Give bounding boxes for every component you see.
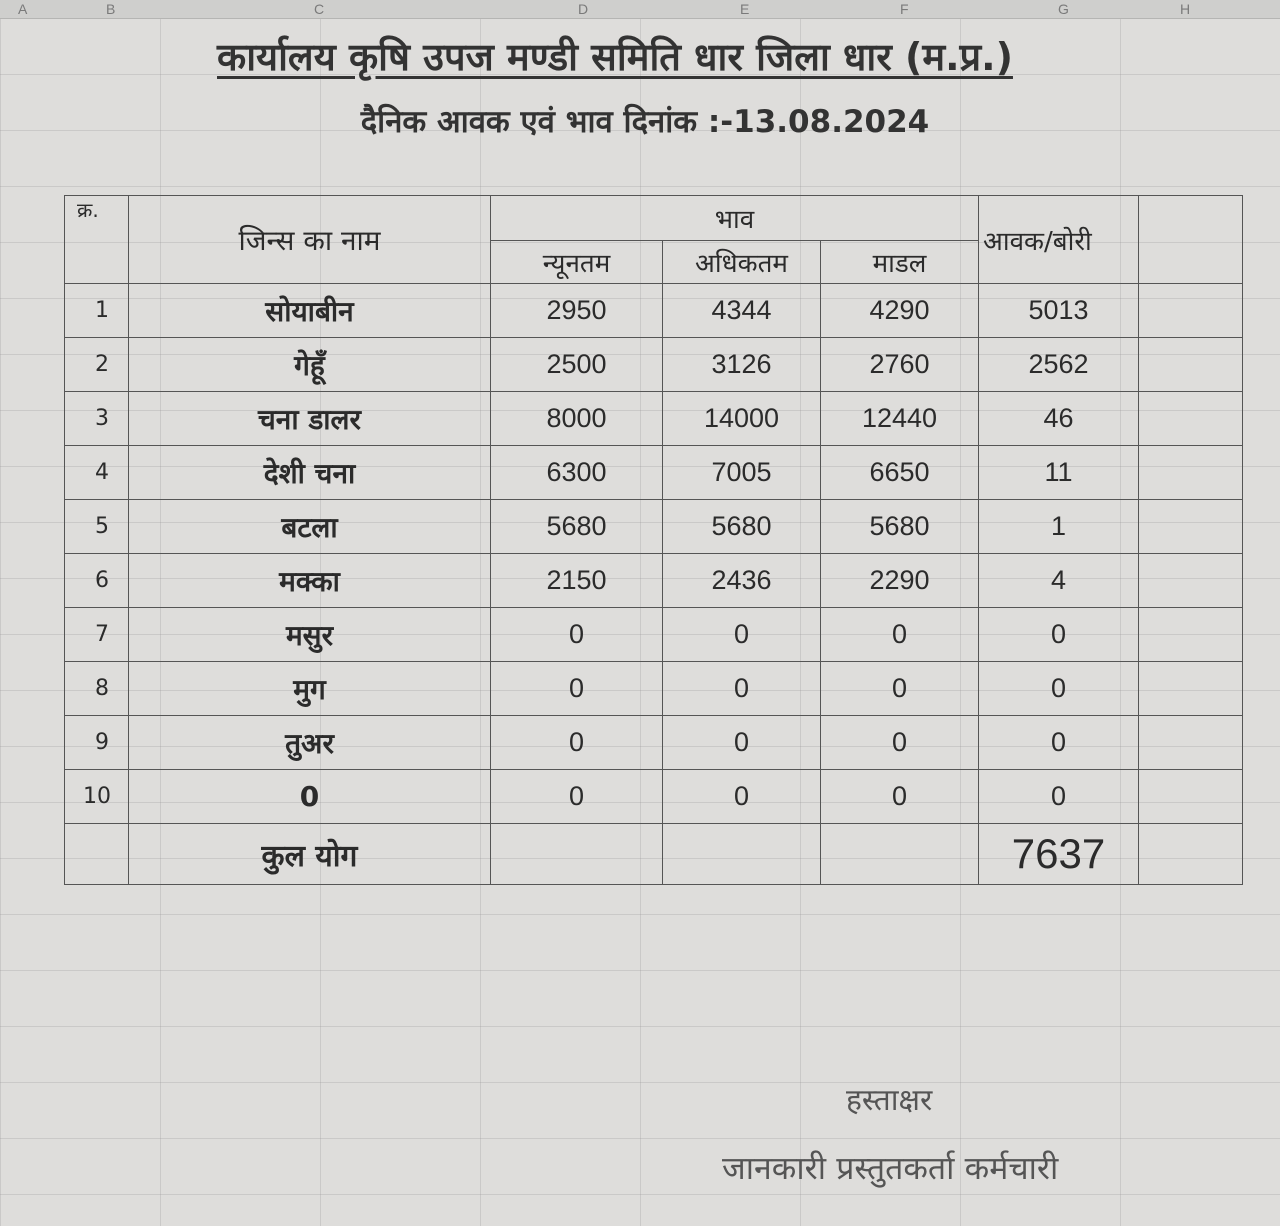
serial-cell[interactable]: 3 xyxy=(65,392,129,446)
min-price-cell[interactable]: 0 xyxy=(491,662,663,716)
arrival-cell[interactable]: 5013 xyxy=(979,284,1139,338)
serial-cell[interactable]: 4 xyxy=(65,446,129,500)
empty-cell[interactable] xyxy=(1139,662,1243,716)
column-header-e[interactable]: E xyxy=(740,1,750,17)
min-price-cell[interactable]: 2950 xyxy=(491,284,663,338)
report-subtitle: दैनिक आवक एवं भाव दिनांक :-13.08.2024 xyxy=(360,104,930,140)
header-price[interactable]: भाव xyxy=(491,196,979,241)
signature-role: जानकारी प्रस्तुतकर्ता कर्मचारी xyxy=(722,1149,1059,1187)
max-price-cell[interactable]: 7005 xyxy=(663,446,821,500)
column-header-d[interactable]: D xyxy=(578,1,589,17)
commodity-cell[interactable]: गेहूँ xyxy=(129,338,491,392)
modal-price-cell[interactable]: 2760 xyxy=(821,338,979,392)
column-header-row xyxy=(0,0,1280,19)
arrival-cell[interactable]: 46 xyxy=(979,392,1139,446)
column-header-g[interactable]: G xyxy=(1058,1,1069,17)
min-price-cell[interactable]: 8000 xyxy=(491,392,663,446)
min-price-cell[interactable]: 2150 xyxy=(491,554,663,608)
max-price-cell[interactable]: 0 xyxy=(663,662,821,716)
empty-cell[interactable] xyxy=(1139,716,1243,770)
modal-price-cell[interactable]: 0 xyxy=(821,608,979,662)
table-row xyxy=(65,554,1243,608)
commodity-cell[interactable]: मक्का xyxy=(129,554,491,608)
min-price-cell[interactable]: 6300 xyxy=(491,446,663,500)
office-title: कार्यालय कृषि उपज मण्डी समिति धार जिला धार (म.प्र.) xyxy=(217,35,1013,79)
min-price-cell[interactable]: 0 xyxy=(491,716,663,770)
table-row xyxy=(65,662,1243,716)
serial-cell[interactable]: 5 xyxy=(65,500,129,554)
min-price-cell[interactable]: 2500 xyxy=(491,338,663,392)
column-header-a[interactable]: A xyxy=(18,1,28,17)
max-price-cell[interactable]: 4344 xyxy=(663,284,821,338)
max-price-cell[interactable]: 3126 xyxy=(663,338,821,392)
arrival-cell[interactable]: 0 xyxy=(979,662,1139,716)
table-row xyxy=(65,770,1243,824)
empty-cell[interactable] xyxy=(1139,554,1243,608)
total-row xyxy=(65,824,1243,885)
commodity-cell[interactable]: सोयाबीन xyxy=(129,284,491,338)
table-row xyxy=(65,392,1243,446)
commodity-cell[interactable]: मुग xyxy=(129,662,491,716)
empty-cell[interactable] xyxy=(1139,446,1243,500)
table-row xyxy=(65,446,1243,500)
serial-cell[interactable]: 6 xyxy=(65,554,129,608)
header-arrival-bags[interactable]: आवक/बोरी xyxy=(979,196,1139,284)
empty-cell[interactable] xyxy=(1139,824,1243,885)
min-price-cell[interactable]: 0 xyxy=(491,770,663,824)
empty-cell[interactable] xyxy=(1139,770,1243,824)
empty-cell[interactable] xyxy=(65,824,129,885)
min-price-cell[interactable]: 5680 xyxy=(491,500,663,554)
max-price-cell[interactable]: 0 xyxy=(663,608,821,662)
arrival-cell[interactable]: 2562 xyxy=(979,338,1139,392)
empty-cell[interactable] xyxy=(821,824,979,885)
empty-cell[interactable] xyxy=(1139,284,1243,338)
commodity-cell[interactable]: मसुर xyxy=(129,608,491,662)
max-price-cell[interactable]: 5680 xyxy=(663,500,821,554)
commodity-cell[interactable]: 0 xyxy=(129,770,491,824)
modal-price-cell[interactable]: 5680 xyxy=(821,500,979,554)
header-max-price[interactable]: अधिकतम xyxy=(663,241,821,284)
empty-cell[interactable] xyxy=(491,824,663,885)
serial-cell[interactable]: 9 xyxy=(65,716,129,770)
commodity-cell[interactable]: देशी चना xyxy=(129,446,491,500)
table-row xyxy=(65,500,1243,554)
table-row xyxy=(65,608,1243,662)
column-header-c[interactable]: C xyxy=(314,1,325,17)
daily-rates-table xyxy=(64,195,1243,885)
total-arrival-value[interactable]: 7637 xyxy=(979,824,1139,885)
commodity-cell[interactable]: चना डालर xyxy=(129,392,491,446)
empty-cell[interactable] xyxy=(663,824,821,885)
header-modal-price[interactable]: माडल xyxy=(821,241,979,284)
header-empty-cell[interactable] xyxy=(1139,196,1243,284)
modal-price-cell[interactable]: 0 xyxy=(821,770,979,824)
arrival-cell[interactable]: 1 xyxy=(979,500,1139,554)
serial-cell[interactable]: 10 xyxy=(65,770,129,824)
modal-price-cell[interactable]: 6650 xyxy=(821,446,979,500)
table-row xyxy=(65,284,1243,338)
serial-cell[interactable]: 1 xyxy=(65,284,129,338)
arrival-cell[interactable]: 4 xyxy=(979,554,1139,608)
max-price-cell[interactable]: 0 xyxy=(663,770,821,824)
header-commodity-name[interactable]: जिन्स का नाम xyxy=(129,196,491,284)
empty-cell[interactable] xyxy=(1139,608,1243,662)
serial-cell[interactable]: 8 xyxy=(65,662,129,716)
arrival-cell[interactable]: 0 xyxy=(979,770,1139,824)
arrival-cell[interactable]: 11 xyxy=(979,446,1139,500)
signature-label: हस्ताक्षर xyxy=(846,1083,933,1118)
modal-price-cell[interactable]: 4290 xyxy=(821,284,979,338)
arrival-cell[interactable]: 0 xyxy=(979,716,1139,770)
min-price-cell[interactable]: 0 xyxy=(491,608,663,662)
column-header-b[interactable]: B xyxy=(106,1,116,17)
serial-cell[interactable]: 2 xyxy=(65,338,129,392)
header-serial[interactable]: क्र. xyxy=(65,196,129,284)
commodity-cell[interactable]: तुअर xyxy=(129,716,491,770)
empty-cell[interactable] xyxy=(1139,338,1243,392)
column-header-h[interactable]: H xyxy=(1180,1,1191,17)
modal-price-cell[interactable]: 0 xyxy=(821,716,979,770)
serial-cell[interactable]: 7 xyxy=(65,608,129,662)
table-row xyxy=(65,716,1243,770)
commodity-cell[interactable]: बटला xyxy=(129,500,491,554)
modal-price-cell[interactable]: 0 xyxy=(821,662,979,716)
max-price-cell[interactable]: 2436 xyxy=(663,554,821,608)
empty-cell[interactable] xyxy=(1139,500,1243,554)
max-price-cell[interactable]: 0 xyxy=(663,716,821,770)
empty-cell[interactable] xyxy=(1139,392,1243,446)
table-row xyxy=(65,338,1243,392)
modal-price-cell[interactable]: 2290 xyxy=(821,554,979,608)
column-header-f[interactable]: F xyxy=(900,1,909,17)
max-price-cell[interactable]: 14000 xyxy=(663,392,821,446)
header-min-price[interactable]: न्यूनतम xyxy=(491,241,663,284)
total-label[interactable]: कुल योग xyxy=(129,824,491,885)
arrival-cell[interactable]: 0 xyxy=(979,608,1139,662)
modal-price-cell[interactable]: 12440 xyxy=(821,392,979,446)
